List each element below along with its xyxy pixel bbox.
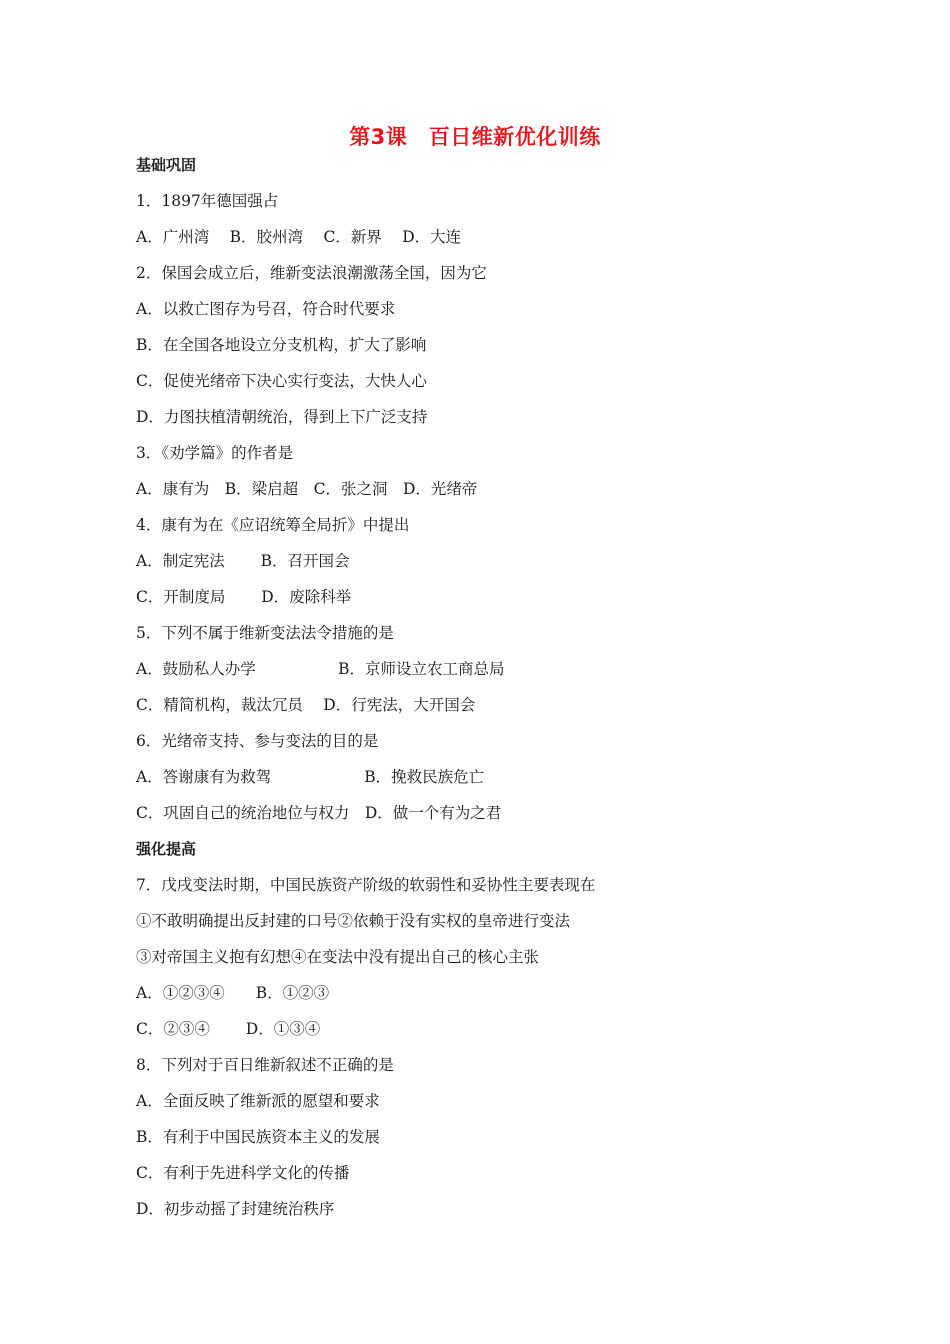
document-body (136, 147, 836, 1227)
question-3: 3．《劝学篇》的作者是 (136, 444, 294, 462)
question-8-option-c: C．有利于先进科学文化的传播 (136, 1164, 350, 1182)
question-2: 2．保国会成立后，维新变法浪潮激荡全国，因为它 (136, 264, 487, 282)
page-title: 第3课 百日维新优化训练 (349, 125, 601, 149)
question-5: 5．下列不属于维新变法法令措施的是 (136, 624, 394, 642)
question-8-option-a: A．全面反映了维新派的愿望和要求 (136, 1092, 380, 1110)
question-7-statement-1: ①不敢明确提出反封建的口号②依赖于没有实权的皇帝进行变法 (136, 912, 571, 930)
question-2-option-b: B．在全国各地设立分支机构，扩大了影响 (136, 336, 427, 354)
question-2-option-a: A．以救亡图存为号召，符合时代要求 (136, 300, 396, 318)
question-4: 4．康有为在《应诏统筹全局折》中提出 (136, 516, 410, 534)
question-4-options-ab: A．制定宪法 B．召开国会 (136, 552, 350, 570)
question-1-options: A．广州湾 B．胶州湾 C．新界 D．大连 (136, 228, 462, 246)
question-2-option-c: C．促使光绪帝下决心实行变法，大快人心 (136, 372, 427, 390)
question-7: 7．戊戌变法时期，中国民族资产阶级的软弱性和妥协性主要表现在 (136, 876, 596, 894)
section-heading-advanced: 强化提高 (136, 840, 197, 858)
question-7-options-ab: A．①②③④ B．①②③ (136, 984, 330, 1002)
question-6-options-cd: C．巩固自己的统治地位与权力 D．做一个有为之君 (136, 804, 502, 822)
question-1: 1．1897年德国强占 (136, 192, 279, 210)
question-6: 6．光绪帝支持、参与变法的目的是 (136, 732, 379, 750)
question-2-option-d: D．力图扶植清朝统治，得到上下广泛支持 (136, 408, 428, 426)
question-8-option-b: B．有利于中国民族资本主义的发展 (136, 1128, 380, 1146)
question-5-options-cd: C．精简机构，裁汰冗员 D．行宪法，大开国会 (136, 696, 476, 714)
question-5-options-ab: A．鼓励私人办学 B．京师设立农工商总局 (136, 660, 505, 678)
section-heading-basic: 基础巩固 (136, 156, 197, 174)
question-6-options-ab: A．答谢康有为救驾 B．挽救民族危亡 (136, 768, 485, 786)
question-7-statement-2: ③对帝国主义抱有幻想④在变法中没有提出自己的核心主张 (136, 948, 540, 966)
question-4-options-cd: C．开制度局 D．废除科举 (136, 588, 352, 606)
question-7-options-cd: C．②③④ D．①③④ (136, 1020, 321, 1038)
question-8-option-d: D．初步动摇了封建统治秩序 (136, 1200, 335, 1218)
question-3-options: A．康有为 B．梁启超 C．张之洞 D．光绪帝 (136, 480, 478, 498)
question-8: 8．下列对于百日维新叙述不正确的是 (136, 1056, 394, 1074)
